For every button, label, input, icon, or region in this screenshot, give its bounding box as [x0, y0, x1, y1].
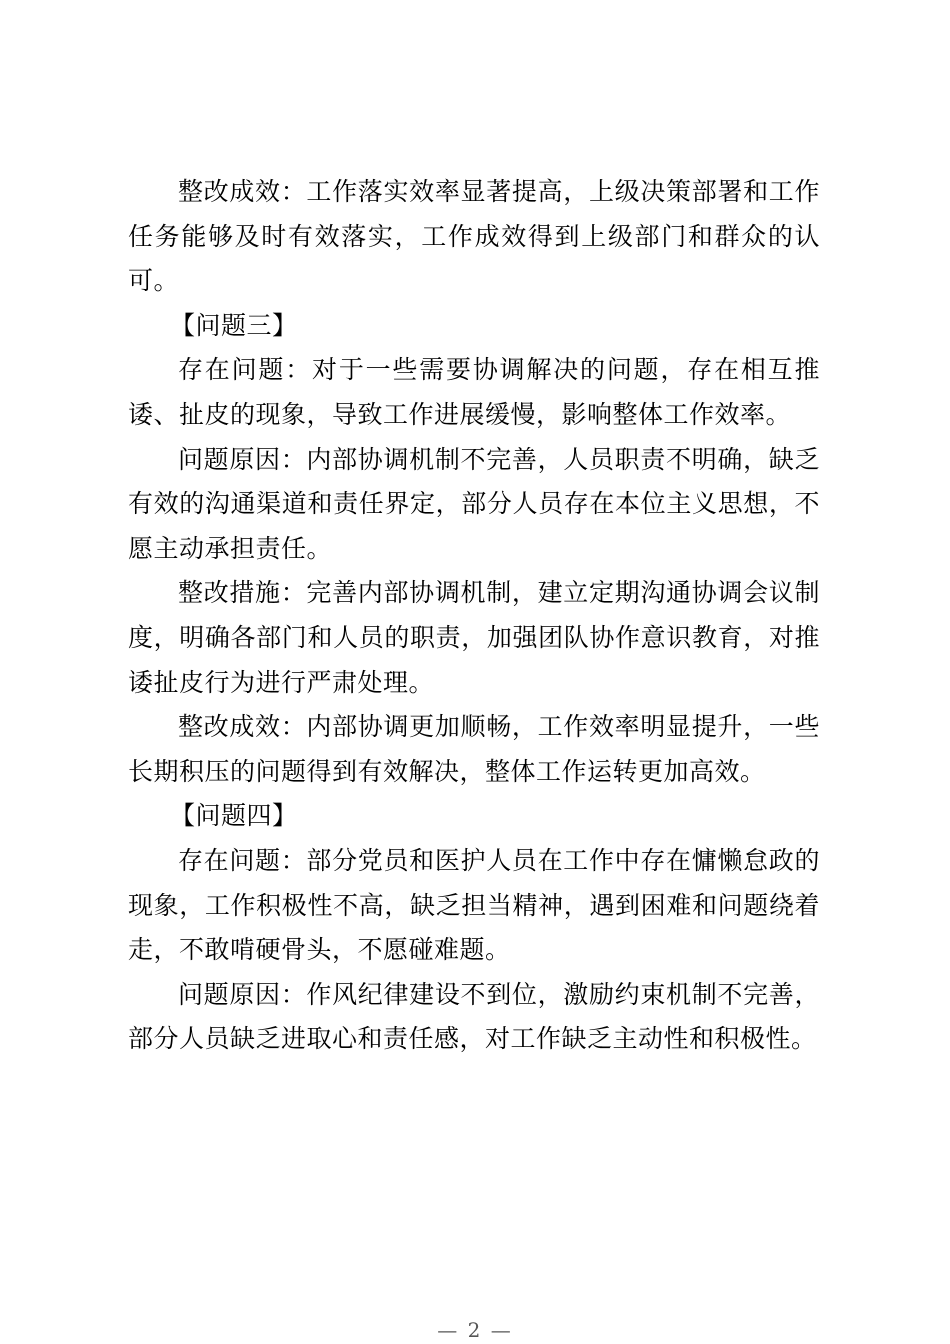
- page-number: — 2 —: [437, 1318, 513, 1342]
- para-zhenggai-chengxiao-3: 整改成效：内部协调更加顺畅，工作效率明显提升，一些长期积压的问题得到有效解决，整体工作运转更加高效。: [128, 712, 820, 786]
- document-body: [128, 170, 820, 1062]
- para-cunzai-wenti-4: 存在问题：部分党员和医护人员在工作中存在慵懒怠政的现象，工作积极性不高，缺乏担当精神，遇到困难和问题绕着走，不敢啃硬骨头，不愿碰难题。: [128, 845, 820, 965]
- para-wenti-yuanyin-3: 问题原因：内部协调机制不完善，人员职责不明确，缺乏有效的沟通渠道和责任界定，部分人员存在本位主义思想，不愿主动承担责任。: [128, 444, 820, 563]
- heading-wenti-si: 【问题四】: [170, 801, 298, 831]
- para-zhenggai-chengxiao-2: 整改成效：工作落实效率显著提高，上级决策部署和工作任务能够及时有效落实，工作成效得到上级部门和群众的认可。: [128, 177, 820, 296]
- para-zhenggai-cuoshi-3: 整改措施：完善内部协调机制，建立定期沟通协调会议制度，明确各部门和人员的职责，加强团队协作意识教育，对推诿扯皮行为进行严肃处理。: [128, 578, 820, 697]
- para-wenti-yuanyin-4: 问题原因：作风纪律建设不到位，激励约束机制不完善，部分人员缺乏进取心和责任感，对工作缺乏主动性和积极性。: [128, 979, 820, 1054]
- para-cunzai-wenti-3: 存在问题：对于一些需要协调解决的问题，存在相互推诿、扯皮的现象，导致工作进展缓慢，影响整体工作效率。: [128, 355, 820, 429]
- heading-wenti-san: 【问题三】: [170, 310, 298, 340]
